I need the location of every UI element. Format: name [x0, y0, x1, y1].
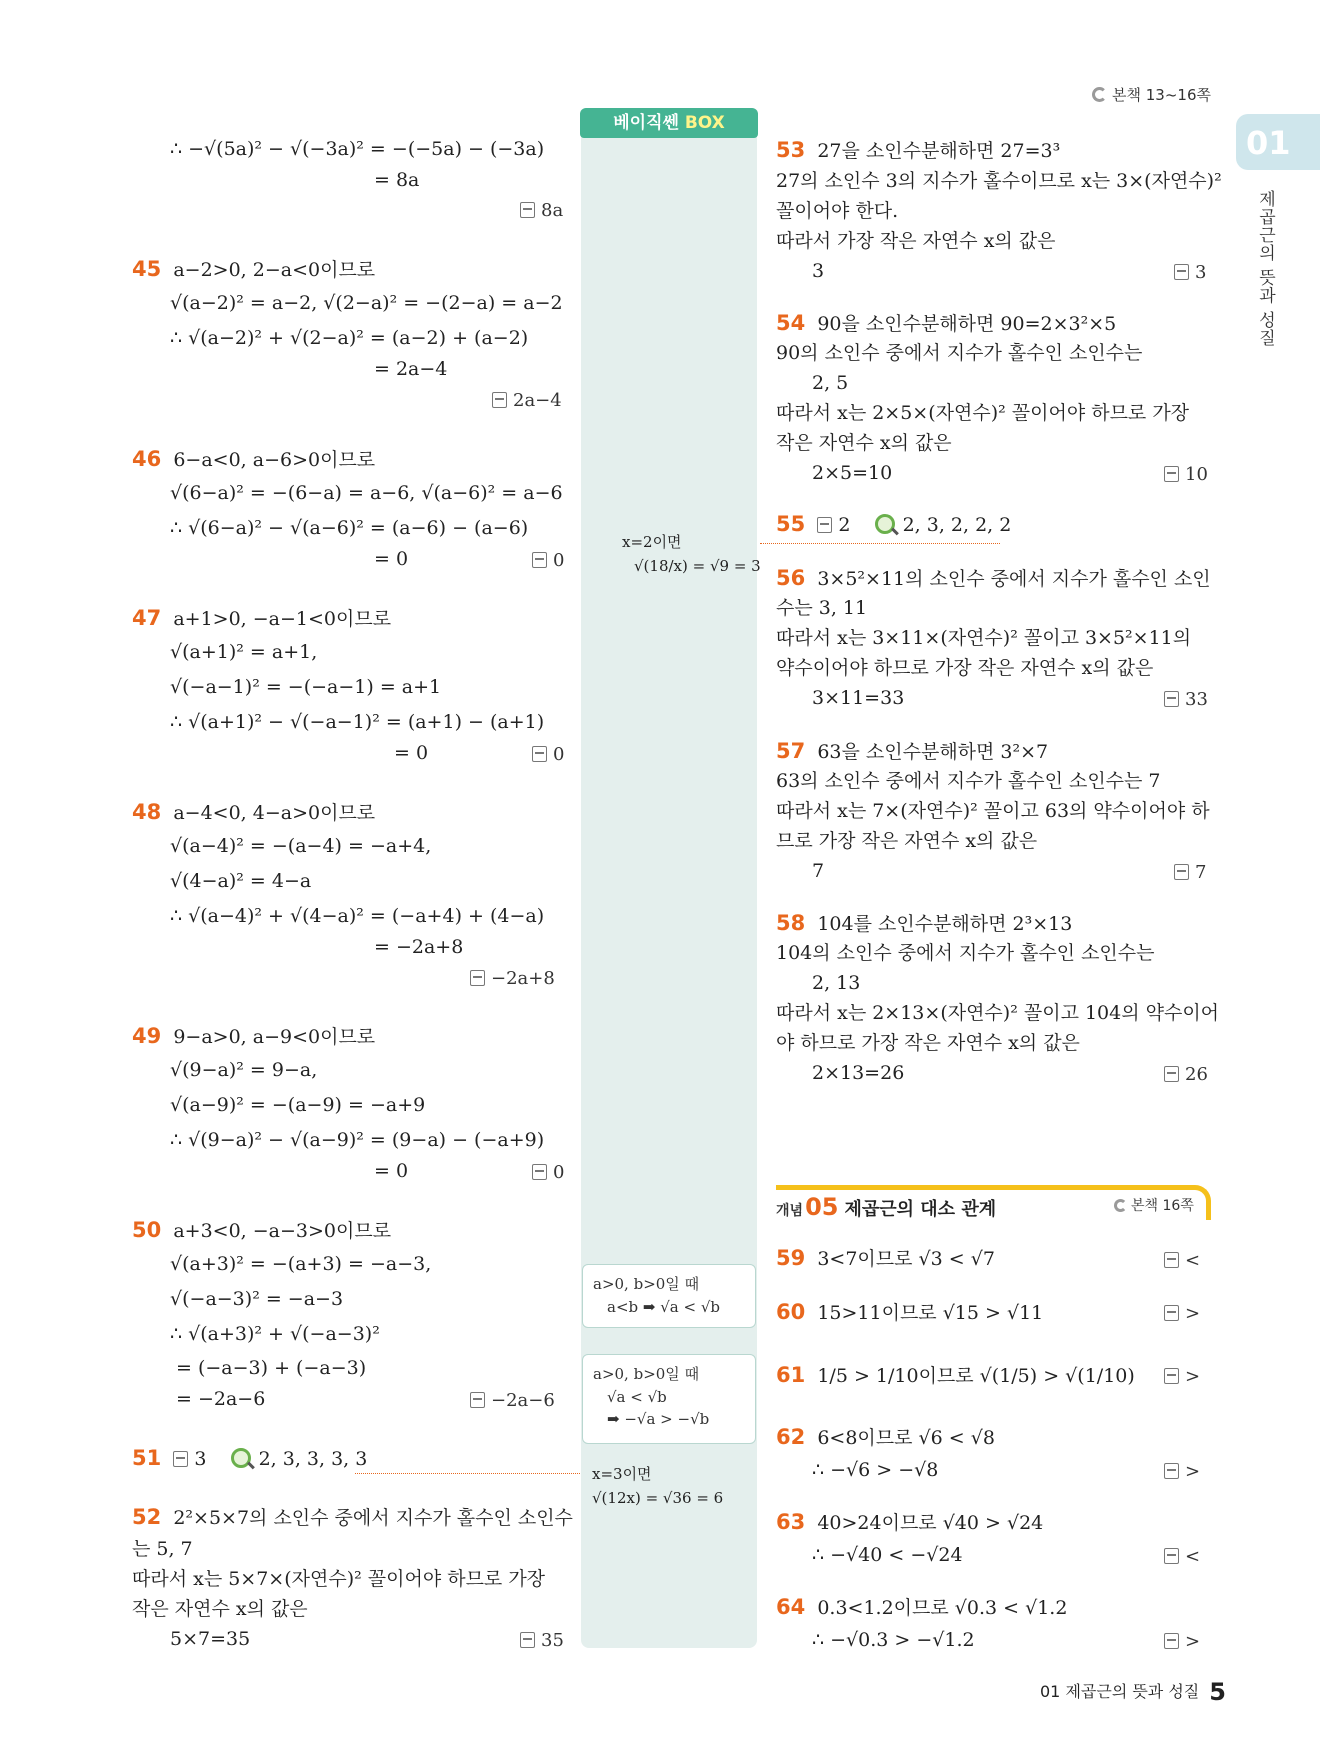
problem-57-line-3: 따라서 x는 7×(자연수)² 꼴이고 63의 약수이어야 하 — [776, 800, 1210, 822]
problem-63-line-1: 63 40>24이므로 √40 > √24 — [776, 1510, 1044, 1534]
answer-icon — [1164, 1305, 1179, 1321]
problem-56-line-4: 약수이어야 하므로 가장 작은 자연수 x의 값은 — [776, 657, 1154, 679]
problem-49-line-3: √(a−9)² = −(a−9) = −a+9 — [170, 1094, 426, 1116]
problem-60-line-1: 60 15>11이므로 √15 > √11 — [776, 1300, 1044, 1324]
problem-63-line-2: ∴ −√40 < −√24 — [812, 1544, 963, 1566]
answer-icon — [1164, 466, 1179, 482]
problem-57-line-5: 7 — [812, 860, 825, 882]
answer-icon — [1164, 1548, 1179, 1564]
problem-47-line-4: ∴ √(a+1)² − √(−a−1)² = (a+1) − (a+1) — [170, 711, 545, 733]
side-note-59: a>0, b>0일 때 a<b ➡ √a < √b — [582, 1264, 756, 1328]
problem-64-line-2: ∴ −√0.3 > −√1.2 — [812, 1629, 975, 1651]
problem-49-line-1: 49 9−a>0, a−9<0이므로 — [132, 1024, 376, 1048]
connector-51 — [355, 1473, 580, 1474]
problem-62-line-1: 62 6<8이므로 √6 < √8 — [776, 1425, 995, 1449]
problem-48-line-1: 48 a−4<0, 4−a>0이므로 — [132, 800, 376, 824]
problem-45-answer: 2a−4 — [492, 390, 562, 411]
problem-54-line-1: 54 90을 소인수분해하면 90=2×3²×5 — [776, 311, 1117, 335]
problem-52-line-3: 따라서 x는 5×7×(자연수)² 꼴이어야 하므로 가장 — [132, 1568, 546, 1590]
problem-55: 55 2 2, 3, 2, 2, 2 — [776, 512, 1012, 536]
answer-icon — [1174, 864, 1189, 880]
problem-number: 64 — [776, 1595, 806, 1619]
answer-icon — [1164, 1066, 1179, 1082]
problem-47-line-1: 47 a+1>0, −a−1<0이므로 — [132, 606, 392, 630]
problem-number: 59 — [776, 1246, 806, 1270]
answer-icon — [1164, 691, 1179, 707]
chapter-title-vertical: 제곱근의 뜻과 성질 — [1255, 190, 1275, 347]
problem-48-line-5: = −2a+8 — [374, 936, 464, 958]
answer-icon — [1164, 1463, 1179, 1479]
footer-chapter: 01 제곱근의 뜻과 성질 — [1040, 1682, 1200, 1701]
problem-53-line-4: 따라서 가장 작은 자연수 x의 값은 — [776, 230, 1056, 252]
reference-arc-icon — [1114, 1199, 1127, 1212]
problem-58-line-4: 따라서 x는 2×13×(자연수)² 꼴이고 104의 약수이어 — [776, 1002, 1220, 1024]
problem-54-line-3: 2, 5 — [812, 372, 849, 394]
problem-46-line-3: ∴ √(6−a)² − √(a−6)² = (a−6) − (a−6) — [170, 517, 529, 539]
basic-box-label: 베이직쎈 BOX — [580, 108, 758, 138]
problem-number: 46 — [132, 447, 162, 471]
problem-number: 55 — [776, 512, 806, 536]
problem-46-line-1: 46 6−a<0, a−6>0이므로 — [132, 447, 376, 471]
problem-58-line-6: 2×13=26 — [812, 1062, 905, 1084]
problem-52-line-4: 작은 자연수 x의 값은 — [132, 1598, 308, 1620]
book-reference — [1092, 84, 1211, 105]
problem-number: 60 — [776, 1300, 806, 1324]
problem-58-line-3: 2, 13 — [812, 972, 861, 994]
problem-46-line-2: √(6−a)² = −(6−a) = a−6, √(a−6)² = a−6 — [170, 482, 563, 504]
answer-icon — [1164, 1633, 1179, 1649]
problem-54-answer: 10 — [1164, 464, 1208, 485]
problem-50-line-2: √(a+3)² = −(a+3) = −a−3, — [170, 1253, 432, 1275]
problem-56-line-1: 56 3×5²×11의 소인수 중에서 지수가 홀수인 소인 — [776, 566, 1211, 590]
problem-46-answer: 0 — [532, 550, 564, 571]
problem-61-line-1: 61 1/5 > 1/10이므로 √(1/5) > √(1/10) — [776, 1363, 1135, 1387]
problem-56-line-3: 따라서 x는 3×11×(자연수)² 꼴이고 3×5²×11의 — [776, 627, 1192, 649]
answer-icon — [532, 552, 547, 568]
problem-45-line-2: √(a−2)² = a−2, √(2−a)² = −(2−a) = a−2 — [170, 292, 563, 314]
problem-number: 61 — [776, 1363, 806, 1387]
problem-number: 48 — [132, 800, 162, 824]
problem-number: 53 — [776, 138, 806, 162]
problem-54-line-4: 따라서 x는 2×5×(자연수)² 꼴이어야 하므로 가장 — [776, 402, 1190, 424]
problem-58-answer: 26 — [1164, 1064, 1208, 1085]
problem-50-answer: −2a−6 — [470, 1390, 555, 1411]
problem-number: 51 — [132, 1446, 162, 1470]
problem-56-line-2: 수는 3, 11 — [776, 597, 868, 619]
connector-55 — [760, 543, 1000, 544]
problem-48-line-2: √(a−4)² = −(a−4) = −a+4, — [170, 835, 432, 857]
problem-57-line-4: 므로 가장 작은 자연수 x의 값은 — [776, 830, 1038, 852]
problem-48-line-4: ∴ √(a−4)² + √(4−a)² = (−a+4) + (4−a) — [170, 905, 545, 927]
problem-63-answer: < — [1164, 1546, 1200, 1567]
problem-49-line-5: = 0 — [374, 1160, 409, 1182]
answer-icon — [1164, 1252, 1179, 1268]
problem-number: 45 — [132, 257, 162, 281]
problem-51: 51 3 2, 3, 3, 3, 3 — [132, 1446, 368, 1470]
answer-icon — [1164, 1368, 1179, 1384]
problem-number: 47 — [132, 606, 162, 630]
answer-icon — [532, 746, 547, 762]
problem-number: 54 — [776, 311, 806, 335]
side-note-62: a>0, b>0일 때 √a < √b ➡ −√a > −√b — [582, 1354, 756, 1444]
problem-52-line-5: 5×7=35 — [170, 1628, 251, 1650]
magnifier-icon — [875, 514, 895, 534]
problem-50-line-5: = (−a−3) + (−a−3) — [176, 1357, 367, 1379]
problem-57-answer: 7 — [1174, 862, 1206, 883]
answer-icon — [532, 1164, 547, 1180]
problem-44-line-2: = 8a — [374, 169, 420, 191]
page-number: 5 — [1209, 1678, 1226, 1706]
concept-reference: 본책 16쪽 — [1114, 1195, 1194, 1215]
problem-53-line-5: 3 — [812, 260, 825, 282]
problem-57-line-1: 57 63을 소인수분해하면 3²×7 — [776, 739, 1049, 763]
problem-52-answer: 35 — [520, 1630, 564, 1651]
problem-49-line-2: √(9−a)² = 9−a, — [170, 1059, 318, 1081]
problem-number: 52 — [132, 1505, 162, 1529]
problem-59-line-1: 59 3<7이므로 √3 < √7 — [776, 1246, 995, 1270]
problem-50-line-6: = −2a−6 — [176, 1388, 266, 1410]
problem-62-answer: > — [1164, 1461, 1200, 1482]
problem-54-line-6: 2×5=10 — [812, 462, 893, 484]
problem-59-answer: < — [1164, 1250, 1200, 1271]
answer-icon — [520, 202, 535, 218]
problem-45-line-3: ∴ √(a−2)² + √(2−a)² = (a−2) + (a−2) — [170, 327, 529, 349]
answer-icon — [173, 1451, 188, 1467]
reference-arc-icon — [1092, 87, 1107, 102]
problem-number: 50 — [132, 1218, 162, 1242]
answer-icon — [492, 392, 507, 408]
page-footer — [1040, 1678, 1226, 1706]
problem-64-line-1: 64 0.3<1.2이므로 √0.3 < √1.2 — [776, 1595, 1068, 1619]
concept-header: 개념05 제곱근의 대소 관계 — [776, 1193, 997, 1221]
problem-53-answer: 3 — [1174, 262, 1206, 283]
problem-64-answer: > — [1164, 1631, 1200, 1652]
problem-58-line-1: 58 104를 소인수분해하면 2³×13 — [776, 911, 1073, 935]
problem-47-answer: 0 — [532, 744, 564, 765]
book-reference-text: 본책 13~16쪽 — [1112, 86, 1211, 104]
problem-61-answer: > — [1164, 1366, 1200, 1387]
answer-icon — [817, 517, 832, 533]
problem-56-line-5: 3×11=33 — [812, 687, 905, 709]
problem-50-line-4: ∴ √(a+3)² + √(−a−3)² — [170, 1323, 380, 1345]
problem-53-line-3: 꼴이어야 한다. — [776, 200, 899, 222]
problem-number: 56 — [776, 566, 806, 590]
answer-icon — [470, 970, 485, 986]
problem-50-line-1: 50 a+3<0, −a−3>0이므로 — [132, 1218, 392, 1242]
problem-57-line-2: 63의 소인수 중에서 지수가 홀수인 소인수는 7 — [776, 770, 1161, 792]
answer-icon — [520, 1632, 535, 1648]
problem-number: 58 — [776, 911, 806, 935]
problem-50-line-3: √(−a−3)² = −a−3 — [170, 1288, 344, 1310]
problem-52-line-1: 52 2²×5×7의 소인수 중에서 지수가 홀수인 소인수 — [132, 1505, 573, 1529]
chapter-number: 01 — [1246, 124, 1291, 162]
problem-47-line-2: √(a+1)² = a+1, — [170, 641, 318, 663]
answer-icon — [470, 1392, 485, 1408]
problem-44-line-1: ∴ −√(5a)² − √(−3a)² = −(−5a) − (−3a) — [170, 138, 545, 160]
problem-56-answer: 33 — [1164, 689, 1208, 710]
problem-52-line-2: 는 5, 7 — [132, 1538, 193, 1560]
problem-number: 62 — [776, 1425, 806, 1449]
problem-49-line-4: ∴ √(9−a)² − √(a−9)² = (9−a) − (−a+9) — [170, 1129, 545, 1151]
problem-47-line-3: √(−a−1)² = −(−a−1) = a+1 — [170, 676, 442, 698]
problem-45-line-4: = 2a−4 — [374, 358, 448, 380]
problem-48-line-3: √(4−a)² = 4−a — [170, 870, 312, 892]
problem-44-answer: 8a — [520, 200, 563, 221]
problem-54-line-2: 90의 소인수 중에서 지수가 홀수인 소인수는 — [776, 342, 1143, 364]
problem-53-line-1: 53 27을 소인수분해하면 27=3³ — [776, 138, 1061, 162]
problem-46-line-4: = 0 — [374, 548, 409, 570]
problem-48-answer: −2a+8 — [470, 968, 555, 989]
magnifier-icon — [231, 1448, 251, 1468]
problem-49-answer: 0 — [532, 1162, 564, 1183]
problem-58-line-5: 야 하므로 가장 작은 자연수 x의 값은 — [776, 1032, 1080, 1054]
problem-58-line-2: 104의 소인수 중에서 지수가 홀수인 소인수는 — [776, 942, 1155, 964]
problem-60-answer: > — [1164, 1303, 1200, 1324]
side-note-55: x=2이면 √(18/x) = √9 = 3 — [622, 533, 761, 575]
side-note-51: x=3이면 √(12x) = √36 = 6 — [592, 1465, 724, 1507]
problem-53-line-2: 27의 소인수 3의 지수가 홀수이므로 x는 3×(자연수)² — [776, 170, 1222, 192]
answer-icon — [1174, 264, 1189, 280]
problem-47-line-5: = 0 — [394, 742, 429, 764]
problem-45-line-1: 45 a−2>0, 2−a<0이므로 — [132, 257, 376, 281]
problem-62-line-2: ∴ −√6 > −√8 — [812, 1459, 939, 1481]
problem-number: 57 — [776, 739, 806, 763]
problem-number: 49 — [132, 1024, 162, 1048]
problem-number: 63 — [776, 1510, 806, 1534]
problem-54-line-5: 작은 자연수 x의 값은 — [776, 432, 952, 454]
